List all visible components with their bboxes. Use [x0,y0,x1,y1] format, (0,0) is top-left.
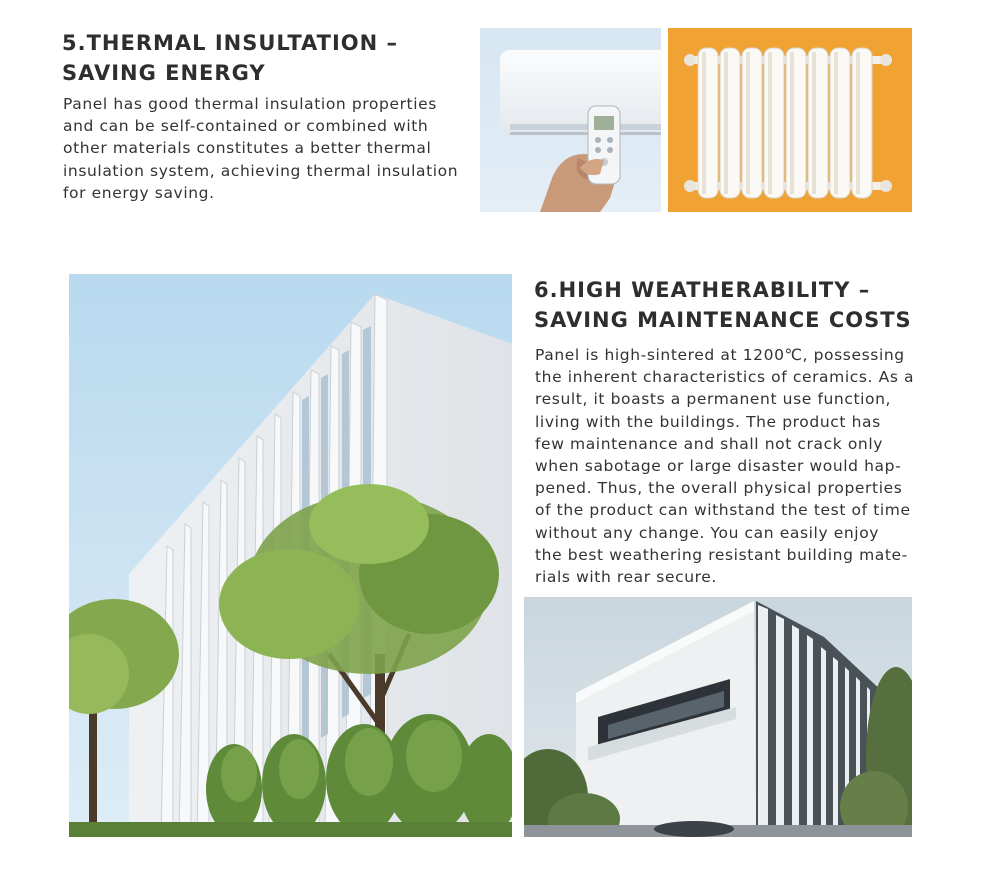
section-5-body-line: Panel has good thermal insulation properties [63,95,437,113]
section-6-body-line: living with the buildings. The product has [535,412,881,431]
section-6-body-line: without any change. You can easily enjoy [535,523,880,542]
radiator-photo [668,28,912,212]
section-6-body-line: result, it boasts a permanent use function, [535,390,892,409]
section-6-title [534,275,912,335]
section-6-title-line: 6.HIGH WEATHERABILITY – [534,278,871,302]
section-5-title-line: 5.THERMAL INSULTATION – [62,31,399,55]
white-building-photo [69,274,512,837]
section-5-title-line: SAVING ENERGY [62,61,266,85]
section-6-body-line: of the product can withstand the test of time [535,501,911,520]
section-5-body-line: for energy saving. [63,183,215,202]
section-6-body-line: the best weathering resistant building mate- [535,545,908,564]
section-6-body [535,344,914,588]
section-6-body-line: Panel is high-sintered at 1200℃, possessing [535,346,905,364]
section-5-body [63,93,458,204]
section-5-body-line: other materials constitutes a better thermal [63,139,432,158]
section-5-title [62,28,398,88]
section-6-body-line: the inherent characteristics of ceramics. As a [535,368,915,387]
section-5-body-line: and can be self-contained or combined with [63,117,429,136]
section-6-title-line: SAVING MAINTENANCE COSTS [534,308,912,332]
section-6-body-line: rials with rear secure. [535,568,717,587]
modern-building-photo [524,597,912,837]
section-5-body-line: insulation system, achieving thermal insulation [63,161,459,180]
section-6-body-line: when sabotage or large disaster would hap- [535,457,902,476]
air-conditioner-photo [480,28,661,212]
section-6-body-line: pened. Thus, the overall physical properties [535,479,903,498]
section-6-body-line: few maintenance and shall not crack only [535,434,884,453]
